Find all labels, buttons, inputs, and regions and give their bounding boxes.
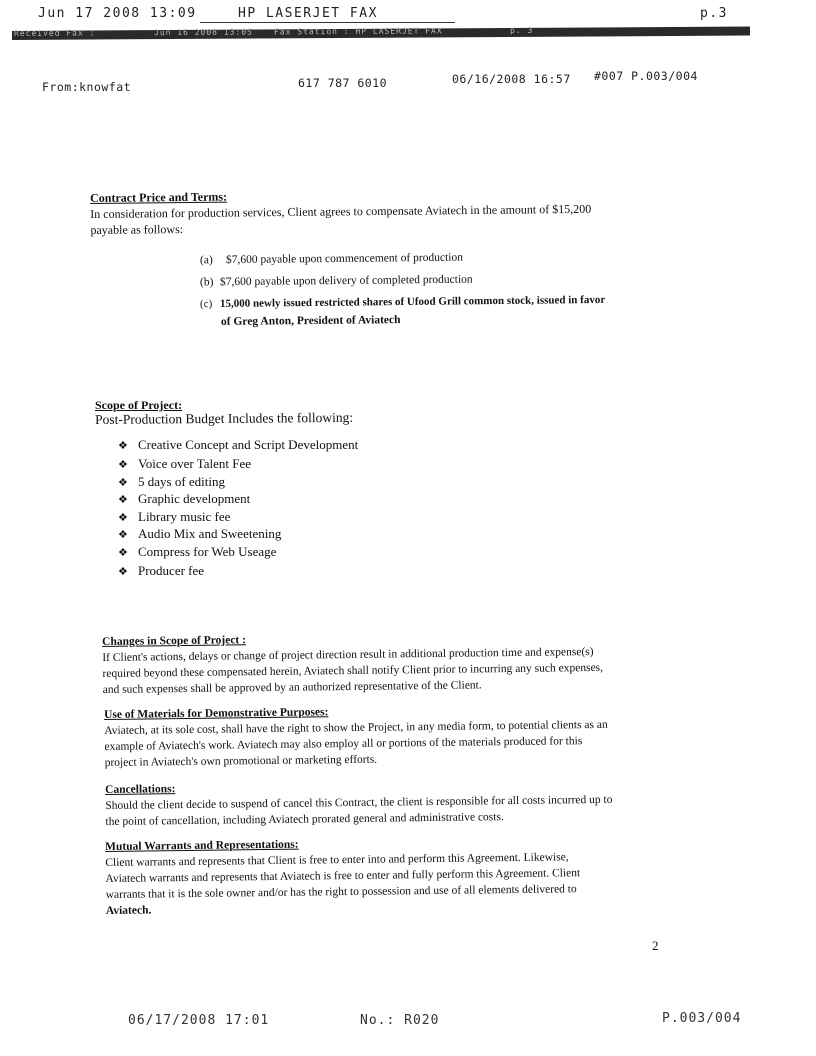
demonstrative-heading: Use of Materials for Demonstrative Purposes: <box>104 706 329 721</box>
payment-item-label: (b) <box>199 276 214 289</box>
cancellations-section <box>105 775 706 830</box>
scope-heading: Scope of Project: <box>95 398 183 412</box>
diamond-bullet-icon: ❖ <box>118 566 128 578</box>
fax-header-page: p.3 <box>700 6 728 21</box>
received-label: Received Fax : <box>13 28 96 38</box>
sender-from: From:knowfat <box>42 80 132 94</box>
warrants-line: Aviatech warrants and represents that Aviatech is free to enter and fully perform this Agreement. Client <box>105 867 581 885</box>
demonstrative-section <box>104 700 705 771</box>
footer-number: No.: R020 <box>360 1013 440 1028</box>
contract-price-section <box>90 184 710 238</box>
payment-item-a <box>200 252 463 267</box>
warrants-line: Client warrants and represents that Client is free to enter into and perform this Agreement. Likewise, <box>105 851 569 869</box>
changes-heading: Changes in Scope of Project : <box>102 634 247 648</box>
cancellations-heading: Cancellations: <box>105 783 176 796</box>
payment-item-b <box>200 274 473 289</box>
sender-phone: 617 787 6010 <box>298 76 388 90</box>
scope-list-item: ❖ Voice over Talent Fee <box>118 456 252 471</box>
diamond-bullet-icon: ❖ <box>118 440 128 452</box>
diamond-bullet-icon: ❖ <box>118 529 128 541</box>
fax-station: Fax Station : HP LASERJET FAX <box>273 26 443 37</box>
contract-price-line: payable as follows: <box>90 222 184 237</box>
warrants-section <box>105 832 706 919</box>
warrants-heading: Mutual Warrants and Representations: <box>105 838 299 853</box>
diamond-bullet-icon: ❖ <box>118 459 128 471</box>
received-fax-bar <box>12 26 750 40</box>
fax-header-datetime: Jun 17 2008 13:09 <box>38 6 197 21</box>
cancellations-line: Should the client decide to suspend of cancel this Contract, the client is responsible for all costs incurred up to <box>105 793 613 812</box>
changes-section <box>102 627 703 698</box>
scope-list-item: ❖ Producer fee <box>118 563 205 578</box>
payment-item-c <box>200 294 605 310</box>
sender-job: #007 P.003/004 <box>594 69 698 83</box>
contract-price-line: In consideration for production services, Client agrees to compensate Aviatech in the amount of $15,200 <box>90 201 592 221</box>
warrants-line: Aviatech. <box>105 904 152 917</box>
payment-item-label: (a) <box>199 254 213 267</box>
received-page: p. 3 <box>509 25 534 35</box>
warrants-line: warrants that it is the sole owner and/or has the right to possession and use of all elements delivered to <box>105 883 577 901</box>
received-date: Jun 16 2008 13:05 <box>153 27 253 38</box>
diamond-bullet-icon: ❖ <box>118 547 128 559</box>
changes-line: If Client's actions, delays or change of project direction result in additional production time and expense(s) <box>102 645 594 664</box>
scope-list-item: ❖ Audio Mix and Sweetening <box>118 526 282 541</box>
diamond-bullet-icon: ❖ <box>118 494 128 506</box>
footer-datetime: 06/17/2008 17:01 <box>128 1013 270 1028</box>
cancellations-line: the point of cancellation, including Aviatech prorated general and administrative costs. <box>105 811 504 828</box>
scope-list-item: ❖ Library music fee <box>118 509 231 524</box>
changes-line: required beyond these compensated herein, Aviatech shall notify Client prior to incurring any such expenses, <box>102 661 604 680</box>
payment-item-label: (c) <box>199 297 213 311</box>
header-rule <box>200 22 455 23</box>
scope-list-item: ❖ 5 days of editing <box>118 474 226 489</box>
footer-page: P.003/004 <box>662 1011 742 1026</box>
diamond-bullet-icon: ❖ <box>118 512 128 524</box>
demonstrative-line: project in Aviatech's own promotional or marketing efforts. <box>104 753 378 769</box>
fax-header-machine: HP LASERJET FAX <box>238 6 378 21</box>
scope-intro: Post-Production Budget Includes the following: <box>95 409 354 427</box>
page-number: 2 <box>652 938 659 953</box>
scope-list-item: ❖ Compress for Web Useage <box>118 544 277 559</box>
payment-item-text: $7,600 payable upon delivery of completed production <box>219 273 473 289</box>
sender-datetime: 06/16/2008 16:57 <box>452 72 571 86</box>
contract-price-heading: Contract Price and Terms: <box>90 189 228 205</box>
scope-list-item: ❖ Graphic development <box>118 491 251 506</box>
payment-item-text: $7,600 payable upon commencement of production <box>225 251 464 267</box>
demonstrative-line: Aviatech, at its sole cost, shall have the right to show the Project, in any media form, to potential clients as an <box>104 718 608 737</box>
demonstrative-line: example of Aviatech's work. Aviatech may also employ all or portions of the materials produced for this <box>104 735 583 753</box>
changes-line: and such expenses shall be approved by an authorized representative of the Client. <box>102 679 482 696</box>
scope-list-item: ❖ Creative Concept and Script Development <box>118 437 359 452</box>
payment-item-c-continued: of Greg Anton, President of Aviatech <box>220 314 401 328</box>
payment-item-text: 15,000 newly issued restricted shares of Ufood Grill common stock, issued in favor <box>219 293 606 310</box>
diamond-bullet-icon: ❖ <box>118 477 128 489</box>
